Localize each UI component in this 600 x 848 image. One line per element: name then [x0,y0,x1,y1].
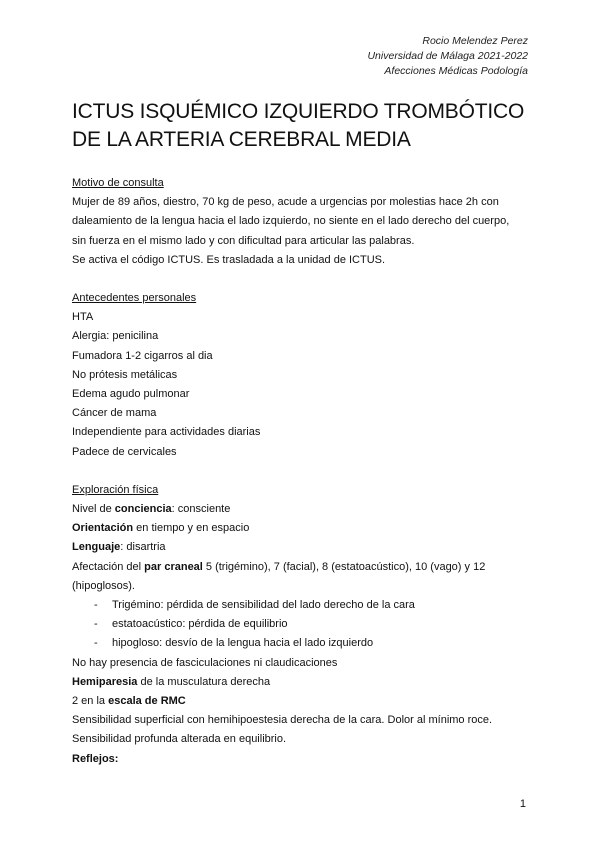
fasciculaciones-line: No hay presencia de fasciculaciones ni claudicaciones [72,656,338,669]
par-craneal-list [72,596,542,654]
antecedente-item: No prótesis metálicas [72,368,178,381]
orientacion-line: Orientación en tiempo y en espacio [72,522,250,535]
header-course: Afecciones Médicas Podología [384,65,528,77]
antecedente-item: Fumadora 1-2 cigarros al dia [72,349,213,362]
sensibilidad-superficial-line: Sensibilidad superficial con hemihipoestesia derecha de la cara. Dolor al mínimo roce. [72,714,493,727]
document-body [72,174,542,769]
par-craneal-line-2: (hipoglosos). [72,579,135,592]
antecedente-item: Edema agudo pulmonar [72,388,190,401]
sensibilidad-profunda-line: Sensibilidad profunda alterada en equilibrio. [72,733,287,746]
escala-line: 2 en la escala de RMC [72,695,186,708]
antecedente-item: Alergia: penicilina [72,330,159,343]
antecedente-item: Cáncer de mama [72,407,157,420]
motivo-line-2: daleamiento de la lengua hacia el lado izquierdo, no siente en el lado derecho del cuerpo, [72,215,510,228]
list-item: - hipogloso: desvío de la lengua hacia el lado izquierdo [94,634,542,653]
conciencia-line: Nivel de conciencia: consciente [72,503,231,516]
page-number: 1 [519,798,526,810]
motivo-heading: Motivo de consulta [72,177,164,189]
header-author: Rocio Melendez Perez [422,35,528,47]
title-line-1: ICTUS ISQUÉMICO IZQUIERDO TROMBÓTICO [72,100,525,123]
header-university: Universidad de Málaga 2021-2022 [367,50,528,62]
list-item: - estatoacústico: pérdida de equilibrio [94,615,542,634]
lenguaje-line: Lenguaje: disartria [72,541,166,554]
antecedentes-section [72,289,542,462]
antecedente-item: Padece de cervicales [72,445,177,458]
motivo-section [72,174,542,270]
list-item: - Trigémino: pérdida de sensibilidad del lado derecho de la cara [94,596,542,615]
exploracion-heading: Exploración física [72,483,159,496]
antecedentes-heading: Antecedentes personales [72,292,197,305]
exploracion-section [72,481,542,769]
reflejos-line: Reflejos: [72,752,119,765]
document-title [72,98,542,154]
title-line-2: DE LA ARTERIA CEREBRAL MEDIA [72,128,411,151]
motivo-line-3: sin fuerza en el mismo lado y con dificultad para articular las palabras. [72,234,415,247]
hemiparesia-line: Hemiparesia de la musculatura derecha [72,675,271,688]
motivo-line-4: Se activa el código ICTUS. Es trasladada a la unidad de ICTUS. [72,253,386,266]
par-craneal-line: Afectación del par craneal 5 (trigémino), 7 (facial), 8 (estatoacústico), 10 (vago) y 12 [72,560,486,573]
antecedente-item: Independiente para actividades diarias [72,426,261,439]
page-header [367,34,528,79]
motivo-line-1: Mujer de 89 años, diestro, 70 kg de peso, acude a urgencias por molestias hace 2h con [72,196,499,209]
antecedente-item: HTA [72,311,94,324]
